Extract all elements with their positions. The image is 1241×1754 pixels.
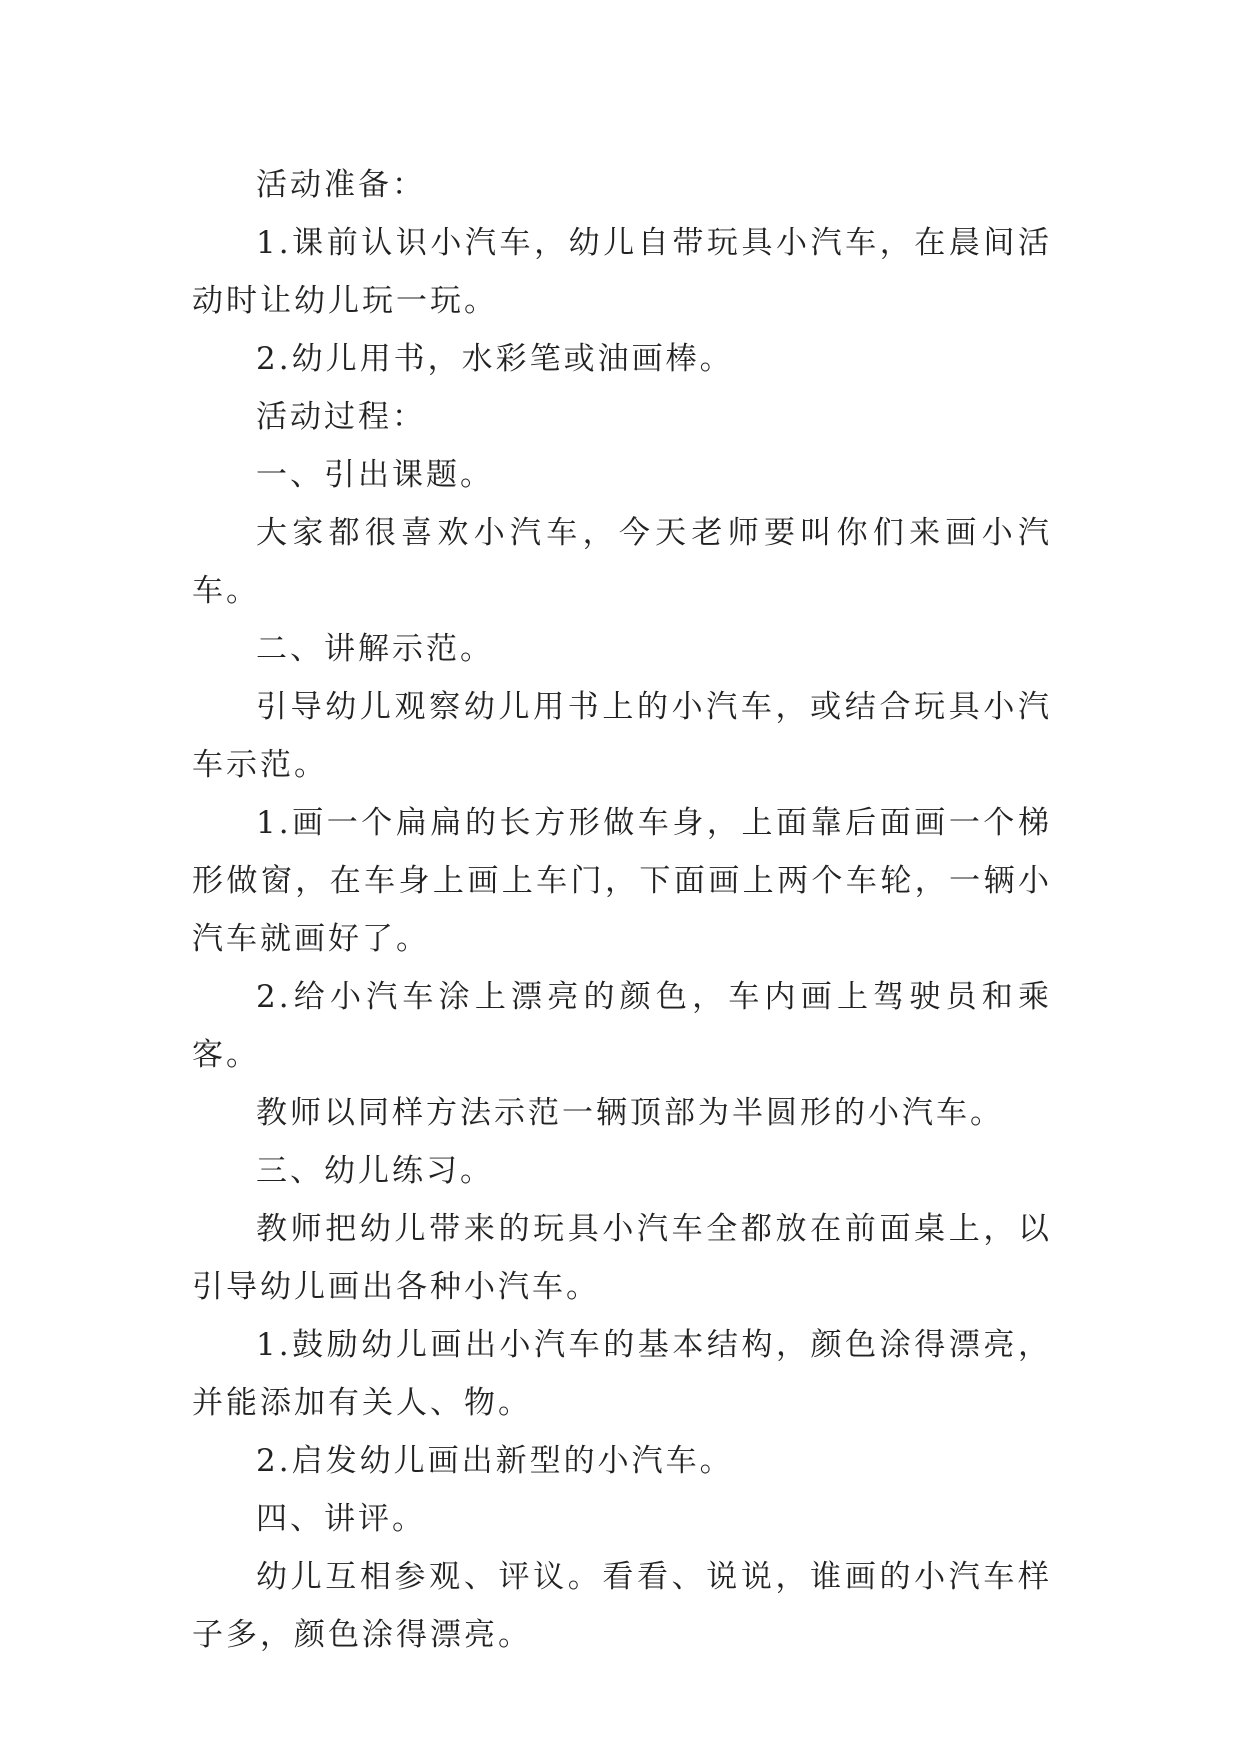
- heading-preparation: 活动准备：: [256, 167, 426, 203]
- section-2-title: 二、讲解示范。: [256, 631, 494, 667]
- section-2-text: 引导幼儿观察幼儿用书上的小汽车，或结合玩具小汽车示范。: [192, 689, 1052, 783]
- section-3-step-2: 2.启发幼儿画出新型的小汽车。: [256, 1443, 734, 1479]
- section-3-step-1: 1.鼓励幼儿画出小汽车的基本结构，颜色涂得漂亮，并能添加有关人、物。: [192, 1327, 1052, 1421]
- section-2-step-2: 2.给小汽车涂上漂亮的颜色，车内画上驾驶员和乘客。: [192, 979, 1052, 1073]
- section-2-step-1: 1.画一个扁扁的长方形做车身，上面靠后面画一个梯形做窗，在车身上画上车门，下面画上两个车轮，一辆小汽车就画好了。: [192, 805, 1052, 957]
- section-3-text: 教师把幼儿带来的玩具小汽车全都放在前面桌上，以引导幼儿画出各种小汽车。: [192, 1211, 1052, 1305]
- section-1-title: 一、引出课题。: [256, 457, 494, 493]
- preparation-item-2: 2.幼儿用书，水彩笔或油画棒。: [256, 341, 734, 377]
- section-3-title: 三、幼儿练习。: [256, 1153, 494, 1189]
- section-1-text: 大家都很喜欢小汽车，今天老师要叫你们来画小汽车。: [192, 515, 1052, 609]
- section-2-note: 教师以同样方法示范一辆顶部为半圆形的小汽车。: [256, 1095, 1004, 1131]
- section-4-title: 四、讲评。: [256, 1501, 426, 1537]
- heading-process: 活动过程：: [256, 399, 426, 435]
- preparation-item-1: 1.课前认识小汽车，幼儿自带玩具小汽车，在晨间活动时让幼儿玩一玩。: [192, 225, 1052, 319]
- section-4-text: 幼儿互相参观、评议。看看、说说，谁画的小汽车样子多，颜色涂得漂亮。: [192, 1559, 1052, 1653]
- document-body: [192, 156, 1052, 1664]
